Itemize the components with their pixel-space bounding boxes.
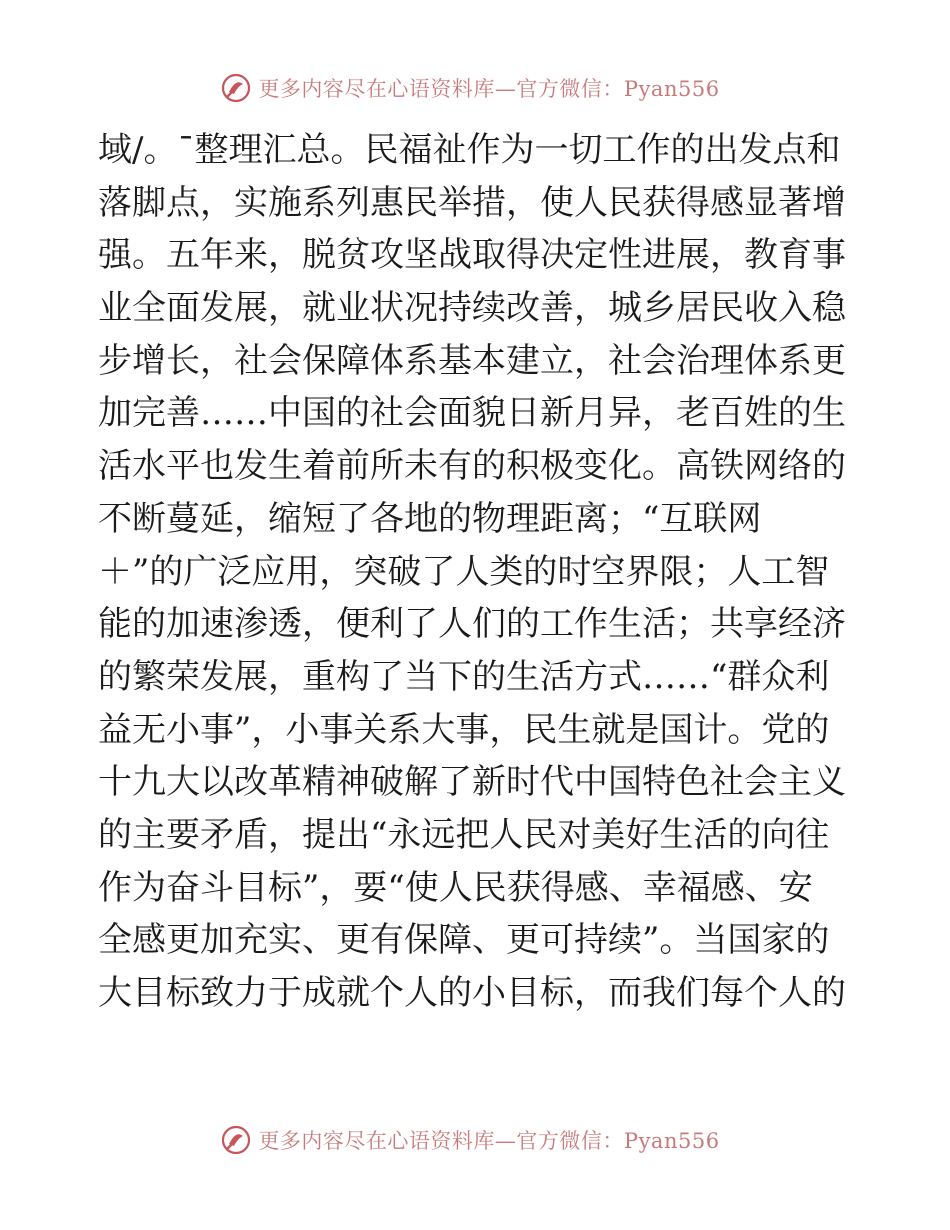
- watermark-text: 更多内容尽在心语资料库—官方微信：Pyan556: [258, 77, 720, 101]
- text-line: 全感更加充实、更有保障、更可持续”。当国家的: [98, 920, 830, 961]
- text-line: 益无小事”，小事关系大事，民生就是国计。党的: [98, 709, 830, 750]
- text-line: 能的加速渗透，便利了人们的工作生活；共享经济: [98, 604, 846, 645]
- text-line: 业全面发展，就业状况持续改善，城乡居民收入稳: [98, 288, 846, 329]
- text-line: 十九大以改革精神破解了新时代中国特色社会主义: [98, 762, 846, 803]
- header-watermark: [0, 68, 950, 108]
- text-line: 作为奋斗目标”，要“使人民获得感、幸福感、安: [98, 867, 813, 908]
- text-line: 落脚点，实施系列惠民举措，使人民获得感显著增: [98, 182, 846, 223]
- text-line: ＋”的广泛应用，突破了人类的时空界限；人工智: [98, 551, 830, 592]
- footer-watermark: [0, 1120, 950, 1160]
- text-line: 加完善……中国的社会面貌日新月异，老百姓的生: [98, 393, 846, 434]
- watermark-text: 更多内容尽在心语资料库—官方微信：Pyan556: [258, 1129, 720, 1153]
- text-line: 强。五年来，脱贫攻坚战取得决定性进展，教育事: [98, 235, 846, 276]
- document-body: [98, 124, 858, 1020]
- text-line: 大目标致力于成就个人的小目标，而我们每个人的: [98, 973, 846, 1013]
- brand-logo-icon: [220, 72, 252, 104]
- text-line: 的繁荣发展，重构了当下的生活方式……“群众利: [98, 656, 830, 697]
- text-line: 的主要矛盾，提出“永远把人民对美好生活的向往: [98, 814, 830, 855]
- text-line: 活水平也发生着前所未有的积极变化。高铁网络的: [98, 446, 846, 487]
- brand-logo-icon: [220, 1124, 252, 1156]
- text-line: 域/。¯整理汇总。民福祉作为一切工作的出发点和: [98, 130, 841, 170]
- text-line: 不断蔓延，缩短了各地的物理距离；“互联网: [98, 498, 762, 539]
- text-line: 步增长，社会保障体系基本建立，社会治理体系更: [98, 340, 846, 381]
